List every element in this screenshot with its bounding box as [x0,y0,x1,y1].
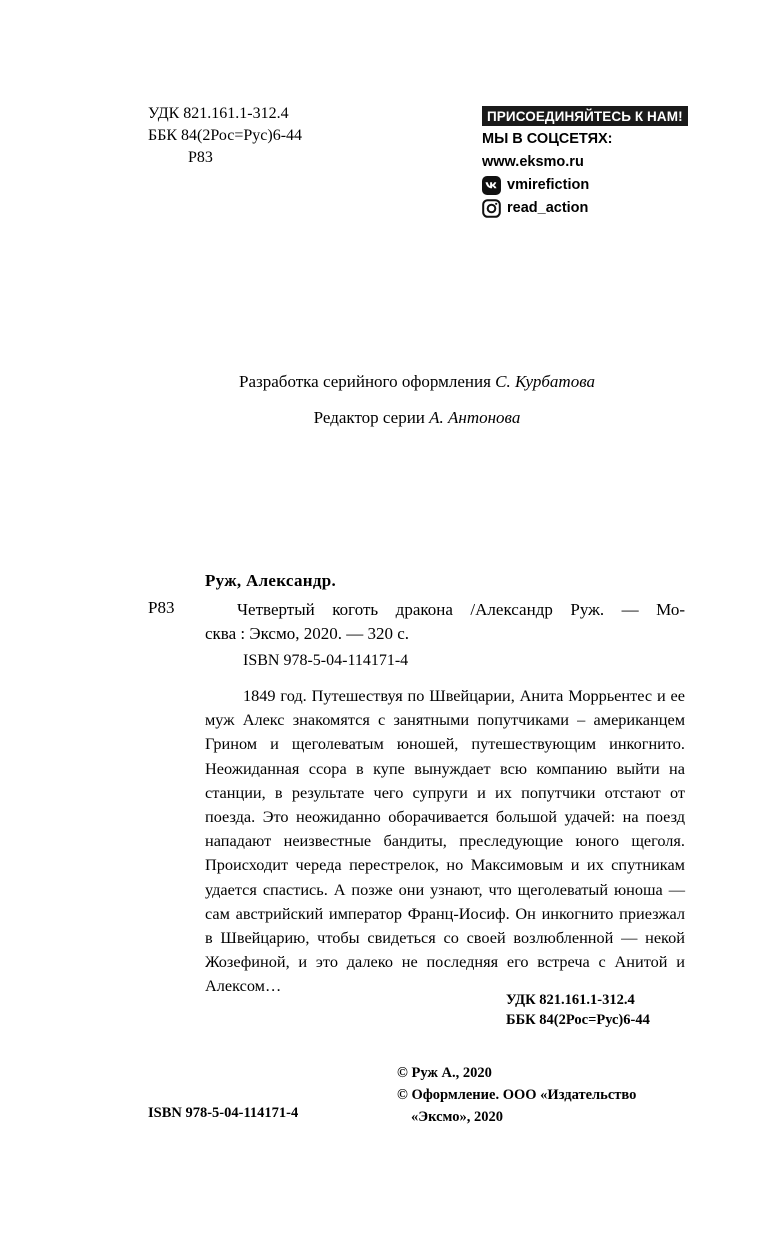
copyright-author: © Руж А., 2020 [397,1065,492,1081]
bib-line-2: сква : Эксмо, 2020. — 320 с. [205,624,410,643]
catalog-author-mark: Р83 [148,598,175,617]
instagram-icon [482,199,501,218]
udk-code-bottom: УДК 821.161.1-312.4 [506,992,635,1008]
copyright-design: © Оформление. ООО «Издательство [397,1087,637,1103]
copyright-block [397,1062,636,1128]
social-block [482,106,688,220]
author-mark: Р83 [188,149,213,166]
editor-credit-name: А. Антонова [429,408,521,427]
catalog-isbn: ISBN 978-5-04-114171-4 [243,652,409,669]
instagram-row[interactable] [482,197,688,220]
bbk-code-bottom: ББК 84(2Рос=Рус)6-44 [506,1012,650,1028]
isbn-bottom: ISBN 978-5-04-114171-4 [148,1105,299,1121]
bbk-code: ББК 84(2Рос=Рус)6-44 [148,127,303,144]
catalog-author: Руж, Александр. [205,571,337,590]
annotation [205,684,685,999]
editor-credit [0,408,768,428]
instagram-handle: read_action [507,200,589,216]
design-credit-label: Разработка серийного оформления [239,372,491,391]
classification-block-top [148,103,302,169]
join-us-banner: ПРИСОЕДИНЯЙТЕСЬ К НАМ! [482,106,688,126]
vk-handle: vmirefiction [507,177,590,193]
vk-icon [482,176,501,195]
classification-block-bottom [506,990,650,1030]
vk-row[interactable] [482,174,688,197]
udk-code: УДК 821.161.1-312.4 [148,105,289,122]
copyright-publisher: «Эксмо», 2020 [411,1109,503,1125]
design-credit-name: С. Курбатова [495,372,595,391]
annotation-text: 1849 год. Путешествуя по Швейцарии, Анита Моррьентес и ее муж Алекс знакомятся с занятными попутчиками – американцем Грином и щеголеватым юношей, путешествующим инкогнито. Неожиданная ссора в купе вынуждает всю компанию выйти на станции, в результате чего супруги и их попутчики отстают от поезда. Это неожиданно оборачивается большой удачей: на поезд нападают неизвестные бандиты, преследующие юного щеголя. Происходит череда перестрелок, но Максимовым и их спутникам удается спастись. А позже они узнают, что щеголеватый юноша — сам австрийский император Франц-Иосиф. Он инкогнито приезжал в Швейцарию, чтобы свидеться со своей возлюбленной — некой Жозефиной, и это далеко не последняя его встреча с Анитой и Алексом… [205,686,685,996]
social-heading: МЫ В СОЦСЕТЯХ: [482,131,613,147]
website-link[interactable]: www.eksmo.ru [482,154,584,170]
design-credit [0,372,768,392]
bib-line-1: Четвертый коготь дракона /Александр Руж. — Мо- [237,600,685,619]
editor-credit-label: Редактор серии [313,408,425,427]
bibliographic-description [205,598,685,646]
